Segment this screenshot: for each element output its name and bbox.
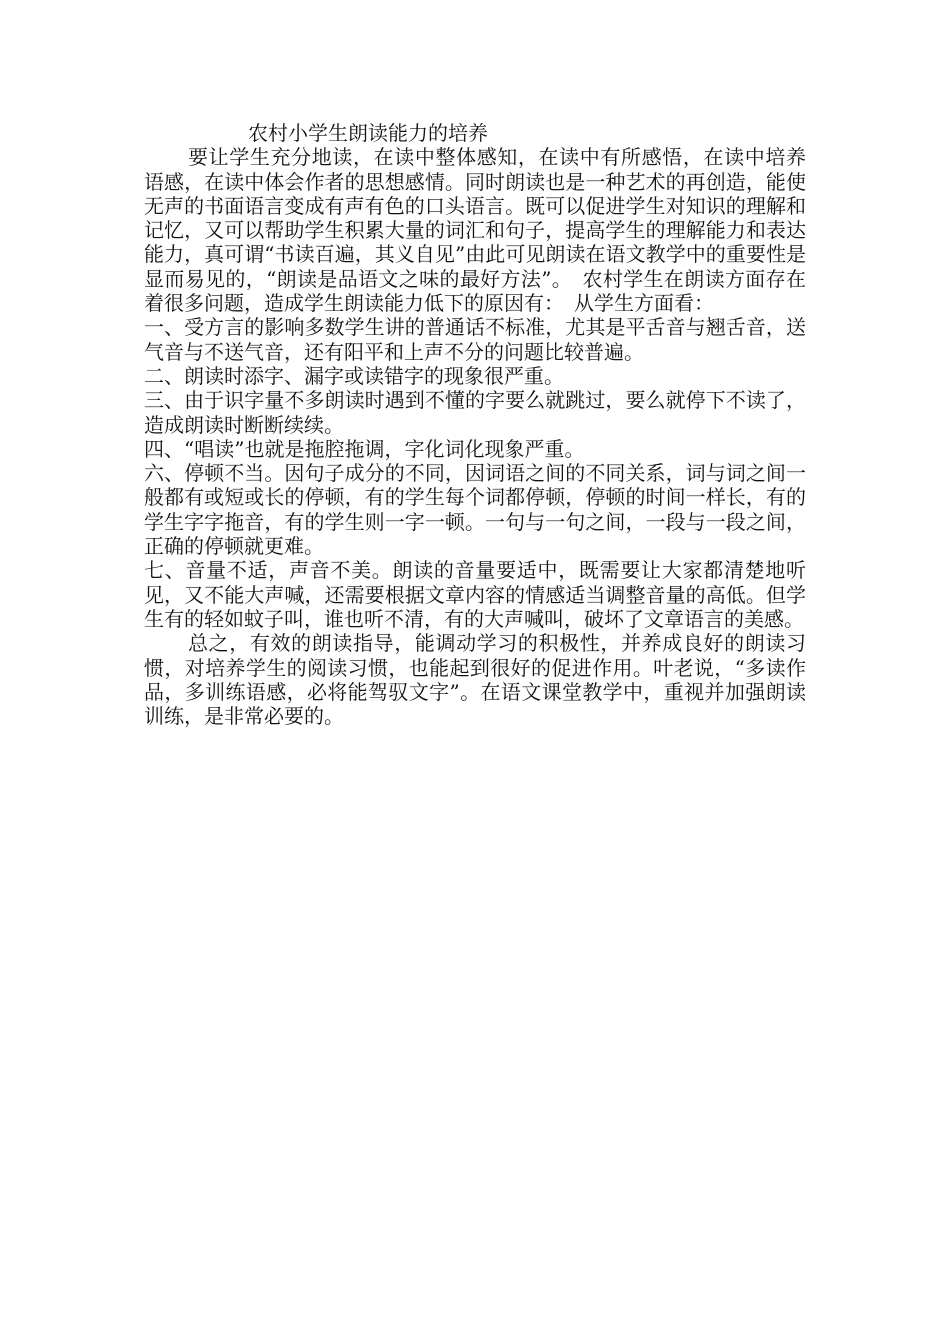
problem-item-1: 一、受方言的影响多数学生讲的普通话不标准，尤其是平舌音与翘舌音，送气音与不送气音，还有阳平和上声不分的问题比较普遍。: [144, 315, 806, 364]
problem-item-6: 六、停顿不当。因句子成分的不同，因词语之间的不同关系，词与词之间一般都有或短或长的停顿，有的学生每个词都停顿，停顿的时间一样长，有的学生字字拖音，有的学生则一字一顿。一句与一句之间，一段与一段之间，正确的停顿就更难。: [144, 461, 806, 559]
document-title: 农村小学生朗读能力的培养: [248, 121, 488, 145]
problem-item-3: 三、由于识字量不多朗读时遇到不懂的字要么就跳过，要么就停下不读了，造成朗读时断断续续。: [144, 388, 806, 437]
problem-item-2: 二、朗读时添字、漏字或读错字的现象很严重。: [144, 363, 564, 388]
intro-paragraph: 要让学生充分地读，在读中整体感知，在读中有所感悟，在读中培养语感，在读中体会作者的思想感情。同时朗读也是一种艺术的再创造，能使无声的书面语言变成有声有色的口头语言。既可以促进学生对知识的理解和记忆，又可以帮助学生积累大量的词汇和句子，提高学生的理解能力和表达能力，真可谓“书读百遍，其义自见”由此可见朗读在语文教学中的重要性是显而易见的，“朗读是品语文之味的最好方法”。 农村学生在朗读方面存在着很多问题，造成学生朗读能力低下的原因有： 从学生方面看：: [144, 145, 806, 316]
problem-item-7: 七、音量不适，声音不美。朗读的音量要适中，既需要让大家都清楚地听见，又不能大声喊，还需要根据文章内容的情感适当调整音量的高低。但学生有的轻如蚊子叫，谁也听不清，有的大声喊叫，破坏了文章语言的美感。: [144, 558, 806, 631]
conclusion-paragraph: 总之，有效的朗读指导，能调动学习的积极性，并养成良好的朗读习惯，对培养学生的阅读习惯，也能起到很好的促进作用。叶老说，“多读作品，多训练语感，必将能驾驭文字”。在语文课堂教学中，重视并加强朗读训练，是非常必要的。: [144, 631, 806, 729]
document-body: [144, 121, 806, 728]
problem-item-4: 四、“唱读”也就是拖腔拖调，字化词化现象严重。: [144, 436, 585, 461]
